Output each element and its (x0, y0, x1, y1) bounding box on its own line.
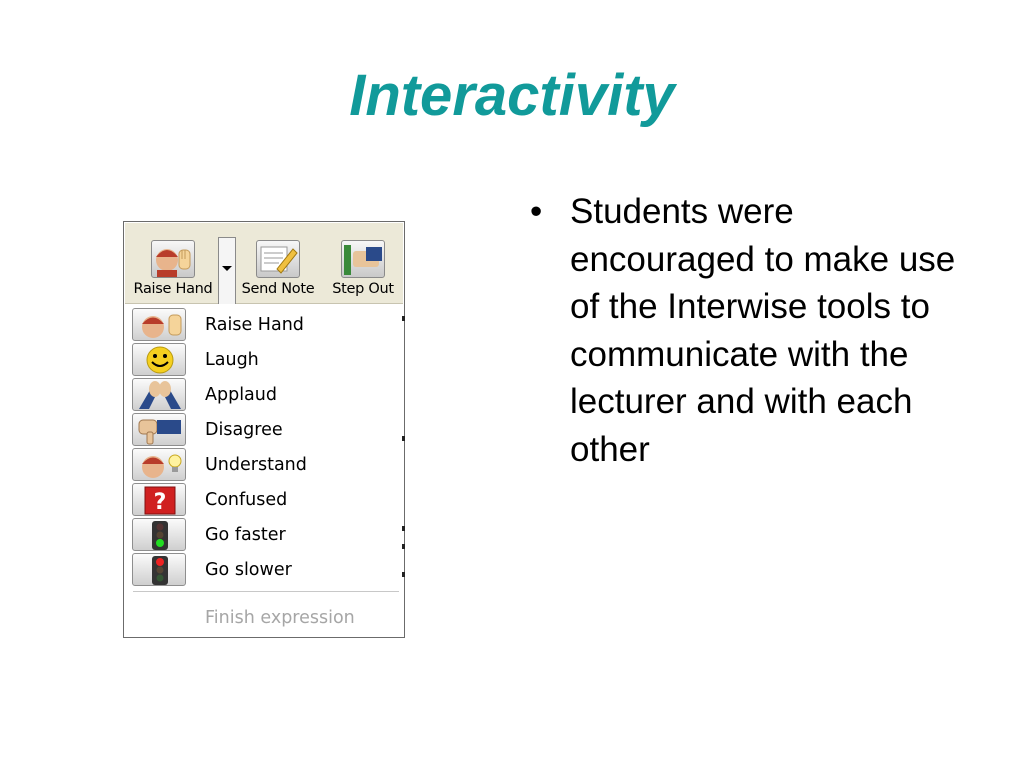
menu-item-disagree[interactable] (125, 413, 403, 448)
menu-item-label: Understand (205, 455, 307, 475)
menu-item-label: Go slower (205, 560, 292, 580)
interwise-screenshot (123, 221, 405, 638)
svg-text:?: ? (153, 490, 167, 515)
expression-toolbar (125, 223, 403, 304)
raise-hand-label: Raise Hand (133, 281, 213, 297)
step-out-icon (341, 240, 385, 278)
bullet-text: Students were encouraged to make use of the Interwise tools to communicate with the lecturer and with each other (570, 192, 956, 469)
menu-item-label: Raise Hand (205, 315, 304, 335)
edge-mark (402, 526, 405, 531)
menu-item-understand[interactable] (125, 448, 403, 483)
bullet-item (530, 188, 970, 473)
menu-separator (133, 591, 399, 592)
menu-item-laugh[interactable] (125, 343, 403, 378)
edge-mark (402, 572, 405, 577)
menu-item-raise-hand[interactable] (125, 308, 403, 343)
send-note-label: Send Note (241, 281, 315, 297)
menu-item-go-slower[interactable] (125, 553, 403, 588)
question-icon (132, 483, 186, 516)
edge-mark (402, 436, 405, 441)
menu-item-label: Go faster (205, 525, 286, 545)
menu-item-go-faster[interactable] (125, 518, 403, 553)
raise-hand-button[interactable] (129, 240, 217, 297)
send-note-button[interactable] (237, 240, 319, 297)
menu-item-label: Confused (205, 490, 288, 510)
menu-item-confused[interactable] (125, 483, 403, 518)
slide-title: Interactivity (349, 63, 675, 128)
lightbulb-icon (132, 448, 186, 481)
menu-item-label: Laugh (205, 350, 259, 370)
scroll-edge-marks (402, 300, 405, 600)
raise-hand-icon (151, 240, 195, 278)
step-out-button[interactable] (323, 240, 403, 297)
raise-hand-icon (132, 308, 186, 341)
step-out-label: Step Out (332, 281, 394, 297)
menu-item-finish-expression: Finish expression (205, 608, 355, 628)
edge-mark (402, 316, 405, 321)
menu-item-label: Disagree (205, 420, 283, 440)
chevron-down-icon (222, 266, 232, 271)
red-light-icon (132, 553, 186, 586)
edge-mark (402, 544, 405, 549)
menu-item-applaud[interactable] (125, 378, 403, 413)
applaud-icon (132, 378, 186, 411)
expression-menu (125, 304, 403, 636)
note-pencil-icon (256, 240, 300, 278)
bullet-list (530, 188, 970, 473)
bullet-symbol: • (530, 192, 543, 231)
smiley-icon (132, 343, 186, 376)
green-light-icon (132, 518, 186, 551)
expression-dropdown-button[interactable] (218, 237, 236, 304)
thumbs-down-icon (132, 413, 186, 446)
menu-item-label: Applaud (205, 385, 277, 405)
